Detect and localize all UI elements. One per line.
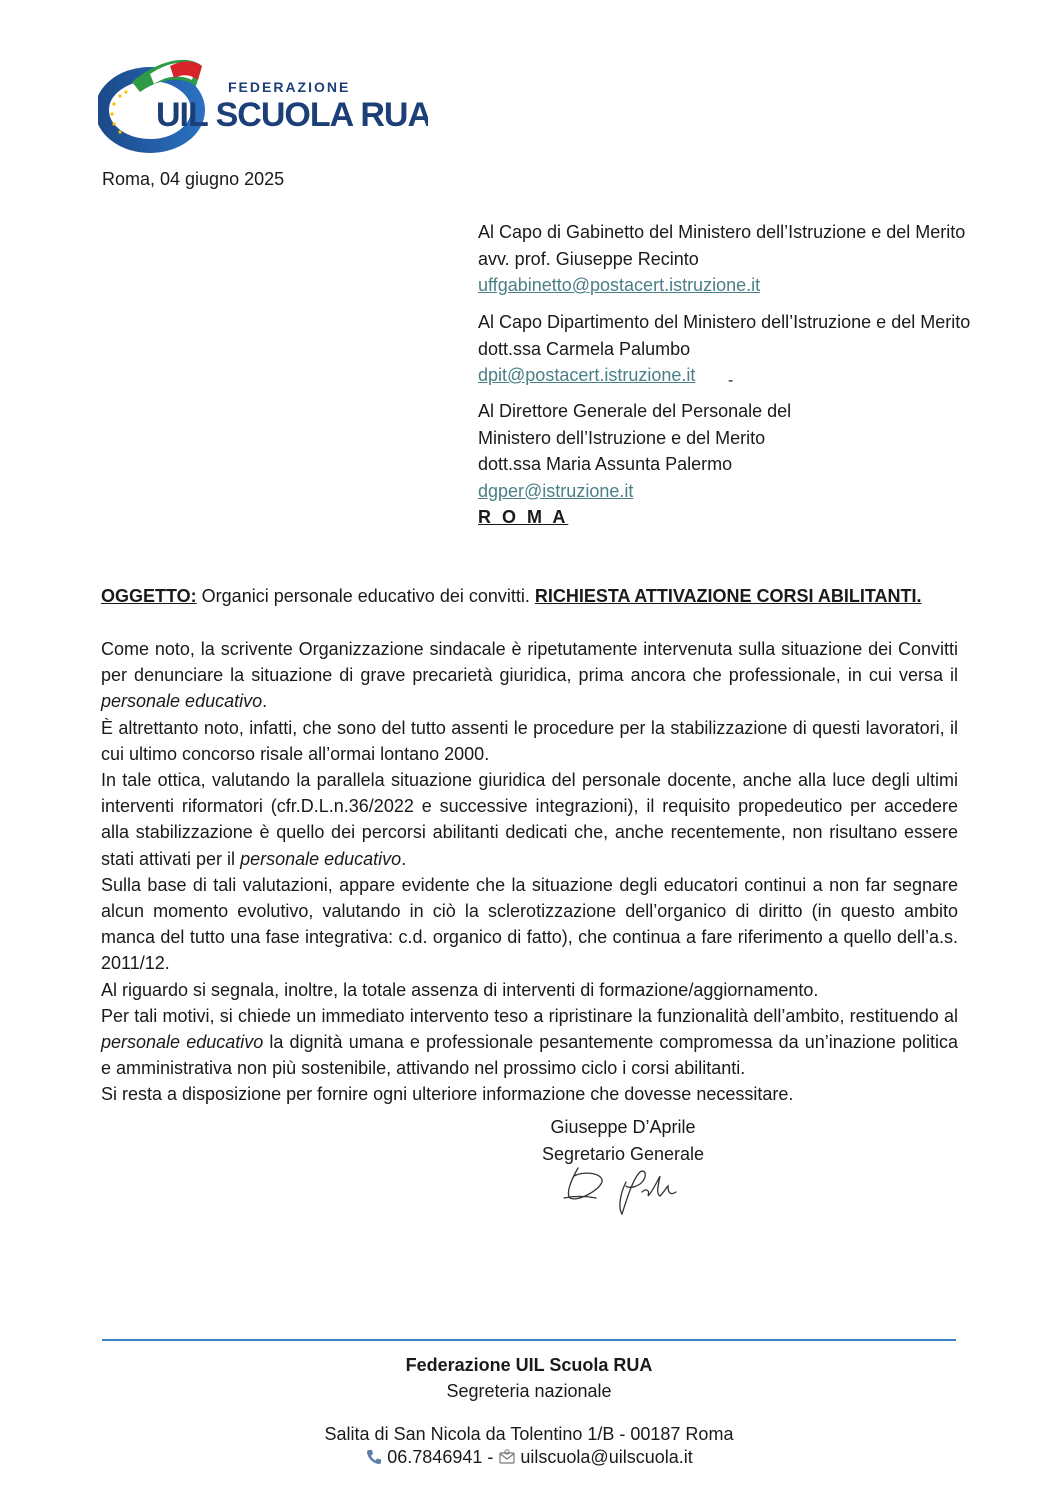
recipient-1-line-2: avv. prof. Giuseppe Recinto xyxy=(478,248,699,269)
paragraph-3-end: . xyxy=(401,848,407,869)
recipient-block-3 xyxy=(478,398,978,531)
signatory-role: Segretario Generale xyxy=(541,1144,705,1164)
footer-contact xyxy=(0,1447,1058,1468)
footer-department: Segreteria nazionale xyxy=(446,1381,612,1401)
recipient-3-line-3: dott.ssa Maria Assunta Palermo xyxy=(478,454,733,474)
paragraph-7: Si resta a disposizione per fornire ogni ulteriore informazione che dovesse necessitare. xyxy=(101,1084,794,1105)
footer-phone: 06.7846941 xyxy=(387,1447,483,1467)
paragraph-3-italic: personale educativo xyxy=(240,848,402,869)
letter-body xyxy=(101,636,958,1108)
logo-federazione-text: FEDERAZIONE xyxy=(228,79,351,95)
paragraph-2: È altrettanto noto, infatti, che sono del tutto assenti le procedure per la stabilizzazione di questi lavoratori, il cui ultimo concorso risale all’ormai lontano 2000. xyxy=(101,717,958,764)
recipient-city: R O M A xyxy=(478,507,569,527)
paragraph-3-text: In tale ottica, valutando la parallela situazione giuridica del personale docente, anche alla luce degli ultimi interventi riformatori (cfr.D.L.n.36/2022 e successive integrazioni), il requisito propedeutico per accedere alla stabilizzazione è quello dei percorsi abilitanti dedicati che, anche recentemente, non risultano essere stati attivati per il xyxy=(101,770,958,869)
footer-email[interactable]: uilscuola@uilscuola.it xyxy=(520,1447,693,1467)
paragraph-1-italic: personale educativo xyxy=(101,691,263,712)
logo-name-text: UIL SCUOLA RUA xyxy=(156,96,428,134)
recipient-1-email-link[interactable]: uffgabinetto@postacert.istruzione.it xyxy=(478,275,761,295)
phone-icon xyxy=(365,1448,383,1466)
paragraph-1-text: Come noto, la scrivente Organizzazione sindacale è ripetutamente intervenuta sulla situazione dei Convitti per denunciare la situazione di grave precarietà giuridica, prima ancora che professionale, in cui versa il xyxy=(101,639,958,686)
recipient-3-line-1: Al Direttore Generale del Personale del xyxy=(478,401,792,421)
signatory-name: Giuseppe D’Aprile xyxy=(550,1117,696,1137)
recipient-1-line-1: Al Capo di Gabinetto del Ministero dell’Istruzione e del Merito xyxy=(478,222,966,242)
paragraph-3 xyxy=(101,767,958,872)
recipient-block-1 xyxy=(478,219,978,299)
letter-date: Roma, 04 giugno 2025 xyxy=(102,169,285,189)
paragraph-6 xyxy=(101,1003,958,1082)
subject-label: OGGETTO: xyxy=(101,586,197,606)
paragraph-6-italic: personale educativo xyxy=(101,1032,264,1053)
paragraph-6-text: Per tali motivi, si chiede un immediato intervento teso a ripristinare la funzionalità dell’ambito, restituendo al xyxy=(101,1005,958,1026)
recipient-2-line-2: dott.ssa Carmela Palumbo xyxy=(478,338,691,359)
subject-text: Organici personale educativo dei convitti. xyxy=(196,586,535,606)
stray-dash: - xyxy=(728,372,734,389)
recipient-3-email-link[interactable]: dgper@istruzione.it xyxy=(478,480,634,501)
recipient-3-line-2: Ministero dell’Istruzione e del Merito xyxy=(478,427,766,448)
footer-address: Salita di San Nicola da Tolentino 1/B - 00187 Roma xyxy=(324,1424,734,1444)
paragraph-6-end: la dignità umana e professionale pesantemente compromessa da un’inazione politica e amministrativa non più sostenibile, attivando nel prossimo ciclo i corsi abilitanti. xyxy=(101,1032,958,1079)
footer-organization: Federazione UIL Scuola RUA xyxy=(405,1355,653,1375)
paragraph-1-end: . xyxy=(262,691,268,712)
email-icon xyxy=(498,1448,516,1466)
signature-image xyxy=(556,1158,696,1220)
recipient-2-line-1: Al Capo Dipartimento del Ministero dell’Istruzione e del Merito xyxy=(478,312,971,332)
subject-emphasis: RICHIESTA ATTIVAZIONE CORSI ABILITANTI. xyxy=(534,586,922,606)
handwritten-signature xyxy=(556,1158,696,1220)
footer-separator: - xyxy=(482,1447,499,1467)
paragraph-5: Al riguardo si segnala, inoltre, la totale assenza di interventi di formazione/aggiornamento. xyxy=(101,979,819,1000)
subject-line xyxy=(101,586,922,607)
recipient-2-email-link[interactable]: dpit@postacert.istruzione.it xyxy=(478,365,696,385)
paragraph-1 xyxy=(101,636,958,715)
uil-scuola-logo xyxy=(98,52,428,156)
logo-emblem xyxy=(98,52,428,156)
footer-divider xyxy=(102,1339,956,1341)
paragraph-4: Sulla base di tali valutazioni, appare evidente che la situazione degli educatori continui a non far segnare alcun momento evolutivo, valutando in ciò la sclerotizzazione dell’organico di diritto (in questo ambito manca del tutto una fase integrativa: c.d. organico di fatto), che continua a fare riferimento a quello dell’a.s. 2011/12. xyxy=(101,874,958,974)
